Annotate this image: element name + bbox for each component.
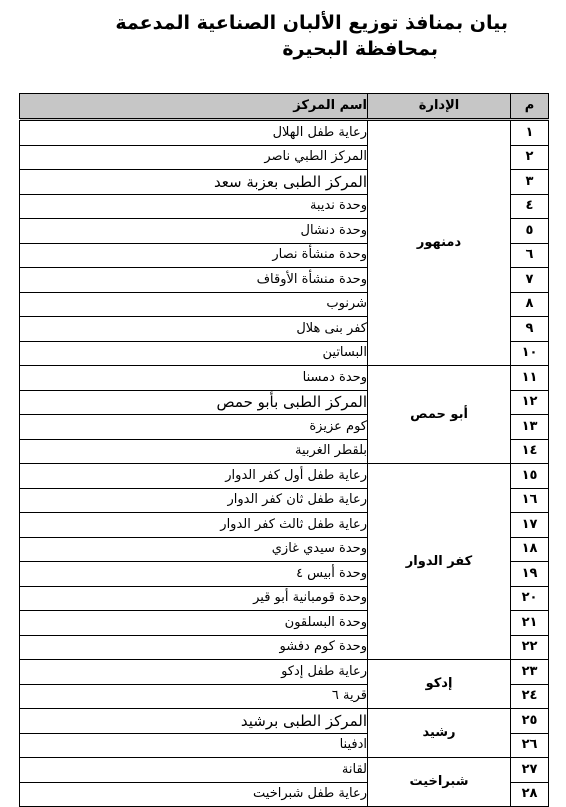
row-number: ٢٠ [511, 586, 549, 611]
row-number: ٢٧ [511, 758, 549, 783]
header-center-name: اسم المركز [20, 94, 368, 120]
row-number: ١٠ [511, 341, 549, 366]
administration-cell: أبو حمص [368, 366, 511, 464]
title-line-2: بمحافظة البحيرة [282, 38, 438, 60]
row-number: ٢٥ [511, 709, 549, 734]
center-name: لقانة [20, 758, 368, 783]
center-name: رعاية طفل إدكو [20, 660, 368, 685]
title-line-1: بيان بمنافذ توزيع الألبان الصناعية المدعمة [115, 12, 508, 34]
administration-cell: رشيد [368, 709, 511, 758]
row-number: ١٨ [511, 537, 549, 562]
row-number: ٢٦ [511, 733, 549, 758]
center-name: المركز الطبى بأبو حمص [20, 390, 368, 415]
document-title [28, 10, 508, 62]
center-name: كفر بنى هلال [20, 317, 368, 342]
header-administration: الإدارة [368, 94, 511, 120]
center-name: وحدة دمسنا [20, 366, 368, 391]
row-number: ١٧ [511, 513, 549, 538]
header-number: م [511, 94, 549, 120]
administration-cell: كفر الدوار [368, 464, 511, 660]
row-number: ١٩ [511, 562, 549, 587]
center-name: شرنوب [20, 292, 368, 317]
distribution-table [19, 93, 549, 807]
table-row [20, 660, 549, 685]
center-name: رعاية طفل شبراخيت [20, 782, 368, 807]
center-name: وحدة منشأة الأوقاف [20, 268, 368, 293]
row-number: ١٥ [511, 464, 549, 489]
administration-cell: إدكو [368, 660, 511, 709]
row-number: ١١ [511, 366, 549, 391]
center-name: وحدة قومبانية أبو قير [20, 586, 368, 611]
center-name: المركز الطبى برشيد [20, 709, 368, 734]
row-number: ٥ [511, 219, 549, 244]
row-number: ٢٢ [511, 635, 549, 660]
row-number: ١٢ [511, 390, 549, 415]
row-number: ١ [511, 120, 549, 146]
center-name: قرية ٦ [20, 684, 368, 709]
center-name: وحدة منشأة نصار [20, 243, 368, 268]
center-name: رعاية طفل أول كفر الدوار [20, 464, 368, 489]
row-number: ١٣ [511, 415, 549, 440]
table-row [20, 366, 549, 391]
row-number: ١٤ [511, 439, 549, 464]
center-name: المركز الطبى بعزبة سعد [20, 170, 368, 195]
center-name: وحدة البسلقون [20, 611, 368, 636]
center-name: وحدة دنشال [20, 219, 368, 244]
row-number: ٢٤ [511, 684, 549, 709]
row-number: ١٦ [511, 488, 549, 513]
row-number: ٩ [511, 317, 549, 342]
table-row [20, 758, 549, 783]
center-name: كوم عزيزة [20, 415, 368, 440]
row-number: ٨ [511, 292, 549, 317]
row-number: ٣ [511, 170, 549, 195]
center-name: وحدة نديبة [20, 194, 368, 219]
center-name: وحدة أبيس ٤ [20, 562, 368, 587]
administration-cell: دمنهور [368, 120, 511, 366]
center-name: البساتين [20, 341, 368, 366]
center-name: بلقطر الغربية [20, 439, 368, 464]
table-body [20, 120, 549, 807]
center-name: المركز الطبي ناصر [20, 145, 368, 170]
center-name: وحدة سيدي غازي [20, 537, 368, 562]
table-row [20, 464, 549, 489]
row-number: ٢٨ [511, 782, 549, 807]
administration-cell: شبراخيت [368, 758, 511, 807]
row-number: ٢٣ [511, 660, 549, 685]
table-row [20, 120, 549, 146]
center-name: رعاية طفل ثان كفر الدوار [20, 488, 368, 513]
center-name: رعاية طفل الهلال [20, 120, 368, 146]
table-row [20, 709, 549, 734]
row-number: ٢ [511, 145, 549, 170]
row-number: ٧ [511, 268, 549, 293]
table-header-row [20, 94, 549, 120]
center-name: رعاية طفل ثالث كفر الدوار [20, 513, 368, 538]
row-number: ٦ [511, 243, 549, 268]
center-name: ادفينا [20, 733, 368, 758]
row-number: ٢١ [511, 611, 549, 636]
row-number: ٤ [511, 194, 549, 219]
center-name: وحدة كوم دفشو [20, 635, 368, 660]
